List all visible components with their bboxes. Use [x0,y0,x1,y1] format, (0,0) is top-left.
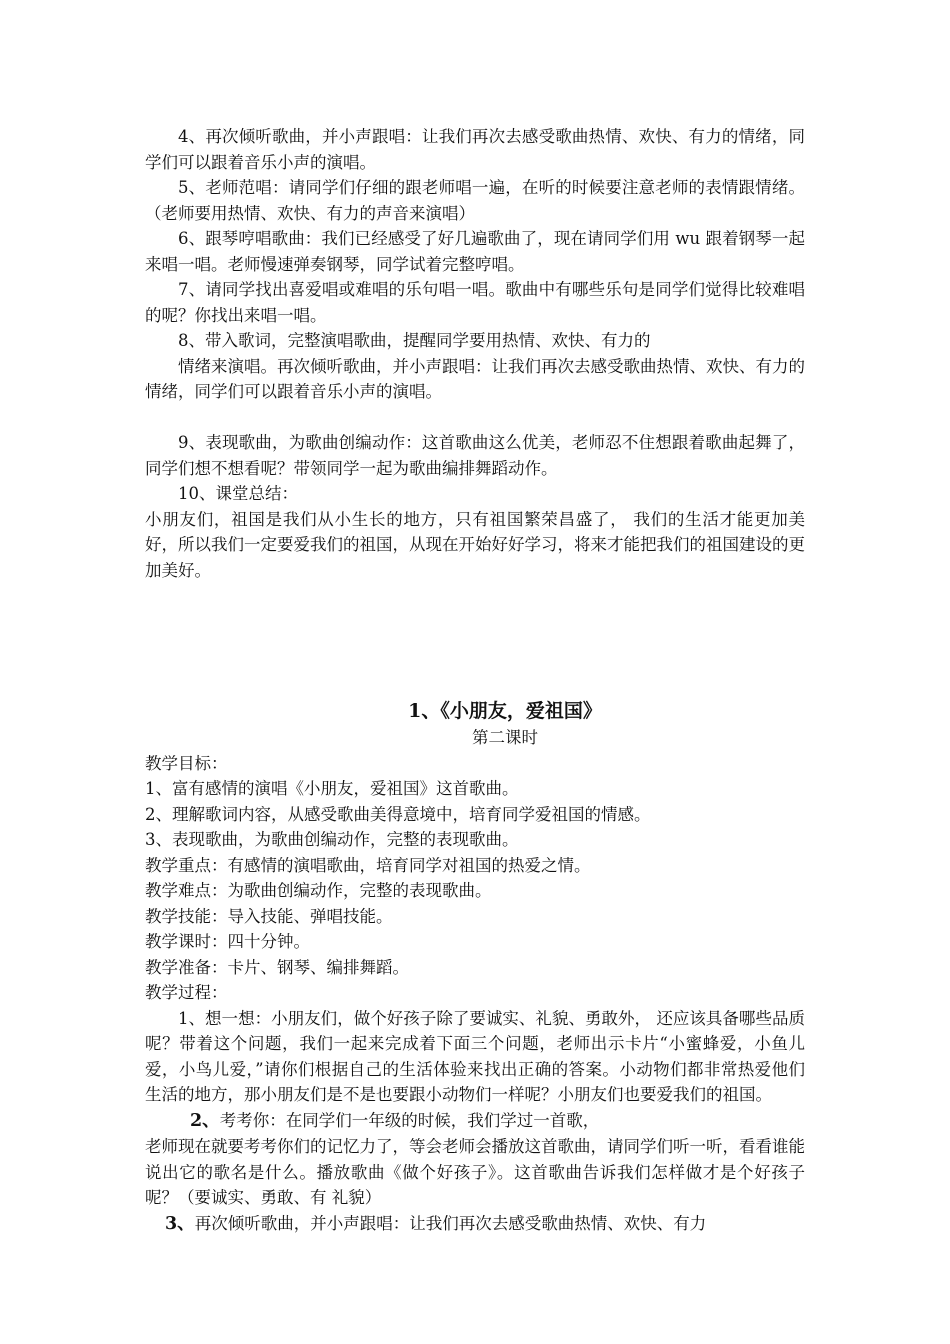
paragraph-item-4: 4、再次倾听歌曲，并小声跟唱：让我们再次去感受歌曲热情、欢快、有力的情绪，同学们可以跟着音乐小声的演唱。 [145,127,805,172]
step-2-number: 2、 [190,1110,220,1131]
lesson-title: 1、《小朋友，爱祖国》 [408,700,602,722]
process-step-1: 1、想一想：小朋友们，做个好孩子除了要诚实、礼貌、勇敢外， 还应该具备哪些品质呢？带着这个问题，我们一起来完成着下面三个问题，老师出示卡片“小蜜蜂爱，小鱼儿爱，小鸟儿爱，”请你们根据自己的生活体验来找出正确的答案。小动物们都非常热爱他们生活的地方，那小朋友们是不是也要跟小动物们一样呢？小朋友们也要爱我们的祖国。 [145,1008,805,1104]
objectives-label: 教学目标： [145,753,228,773]
paragraph-item-8-cont: 情绪来演唱。再次倾听歌曲，并小声跟唱：让我们再次去感受歌曲热情、欢快、有力的情绪，同学们可以跟着音乐小声的演唱。 [145,356,805,401]
step-3-number: 3、 [165,1213,195,1234]
objective-item: 3、表现歌曲，为歌曲创编动作，完整的表现歌曲。 [145,830,519,849]
paragraph-item-7: 7、请同学找出喜爱唱或难唱的乐句唱一唱。歌曲中有哪些乐句是同学们觉得比较难唱的呢？你找出来唱一唱。 [145,280,805,325]
lesson-subtitle: 第二课时 [472,728,538,747]
step-3-text: 再次倾听歌曲，并小声跟唱：让我们再次去感受歌曲热情、欢快、有力 [194,1213,707,1233]
process-step-3 [145,1211,805,1238]
paragraph-item-6: 6、跟琴哼唱歌曲：我们已经感受了好几遍歌曲了，现在请同学们用 wu 跟着钢琴一起来唱一唱。老师慢速弹奏钢琴，同学试着完整哼唱。 [145,229,805,274]
skills: 教学技能：导入技能、弹唱技能。 [145,906,393,926]
process-step-2 [145,1108,805,1135]
step-2-text: 考考你：在同学们一年级的时候，我们学过一首歌， [219,1110,600,1130]
paragraph-item-9: 9、表现歌曲，为歌曲创编动作：这首歌曲这么优美，老师忍不住想跟着歌曲起舞了，同学们想不想看呢？带领同学一起为歌曲编排舞蹈动作。 [145,433,805,478]
objective-item: 2、理解歌词内容，从感受歌曲美得意境中，培育同学爱祖国的情感。 [145,804,651,824]
duration: 教学课时：四十分钟。 [145,932,310,951]
summary-paragraph: 小朋友们，祖国是我们从小生长的地方，只有祖国繁荣昌盛了， 我们的生活才能更加美好，所以我们一定要爱我们的祖国，从现在开始好好学习，将来才能把我们的祖国建设的更加美好。 [145,509,805,580]
process-step-2-cont: 老师现在就要考考你们的记忆力了，等会老师会播放这首歌曲，请同学们听一听，看看谁能说出它的歌名是什么。播放歌曲《做个好孩子》。这首歌曲告诉我们怎样做才是个好孩子呢？（要诚实、勇敢、有 礼貌） [145,1137,805,1207]
preparation: 教学准备：卡片、钢琴、编排舞蹈。 [145,957,409,977]
paragraph-item-8: 8、带入歌词，完整演唱歌曲，提醒同学要用热情、欢快、有力的 [178,331,651,350]
document-body [145,124,805,1237]
blank-line [145,405,805,431]
difficulty: 教学难点：为歌曲创编动作，完整的表现歌曲。 [145,881,492,900]
objective-item: 1、富有感情的演唱《小朋友，爱祖国》这首歌曲。 [145,779,519,798]
section-gap [145,583,805,697]
paragraph-item-10: 10、课堂总结： [178,484,298,503]
key-point: 教学重点：有感情的演唱歌曲，培育同学对祖国的热爱之情。 [145,855,591,875]
process-label: 教学过程： [145,983,228,1002]
paragraph-item-5: 5、老师范唱：请同学们仔细的跟老师唱一遍，在听的时候要注意老师的表情跟情绪。（老师要用热情、欢快、有力的声音来演唱） [145,178,805,223]
